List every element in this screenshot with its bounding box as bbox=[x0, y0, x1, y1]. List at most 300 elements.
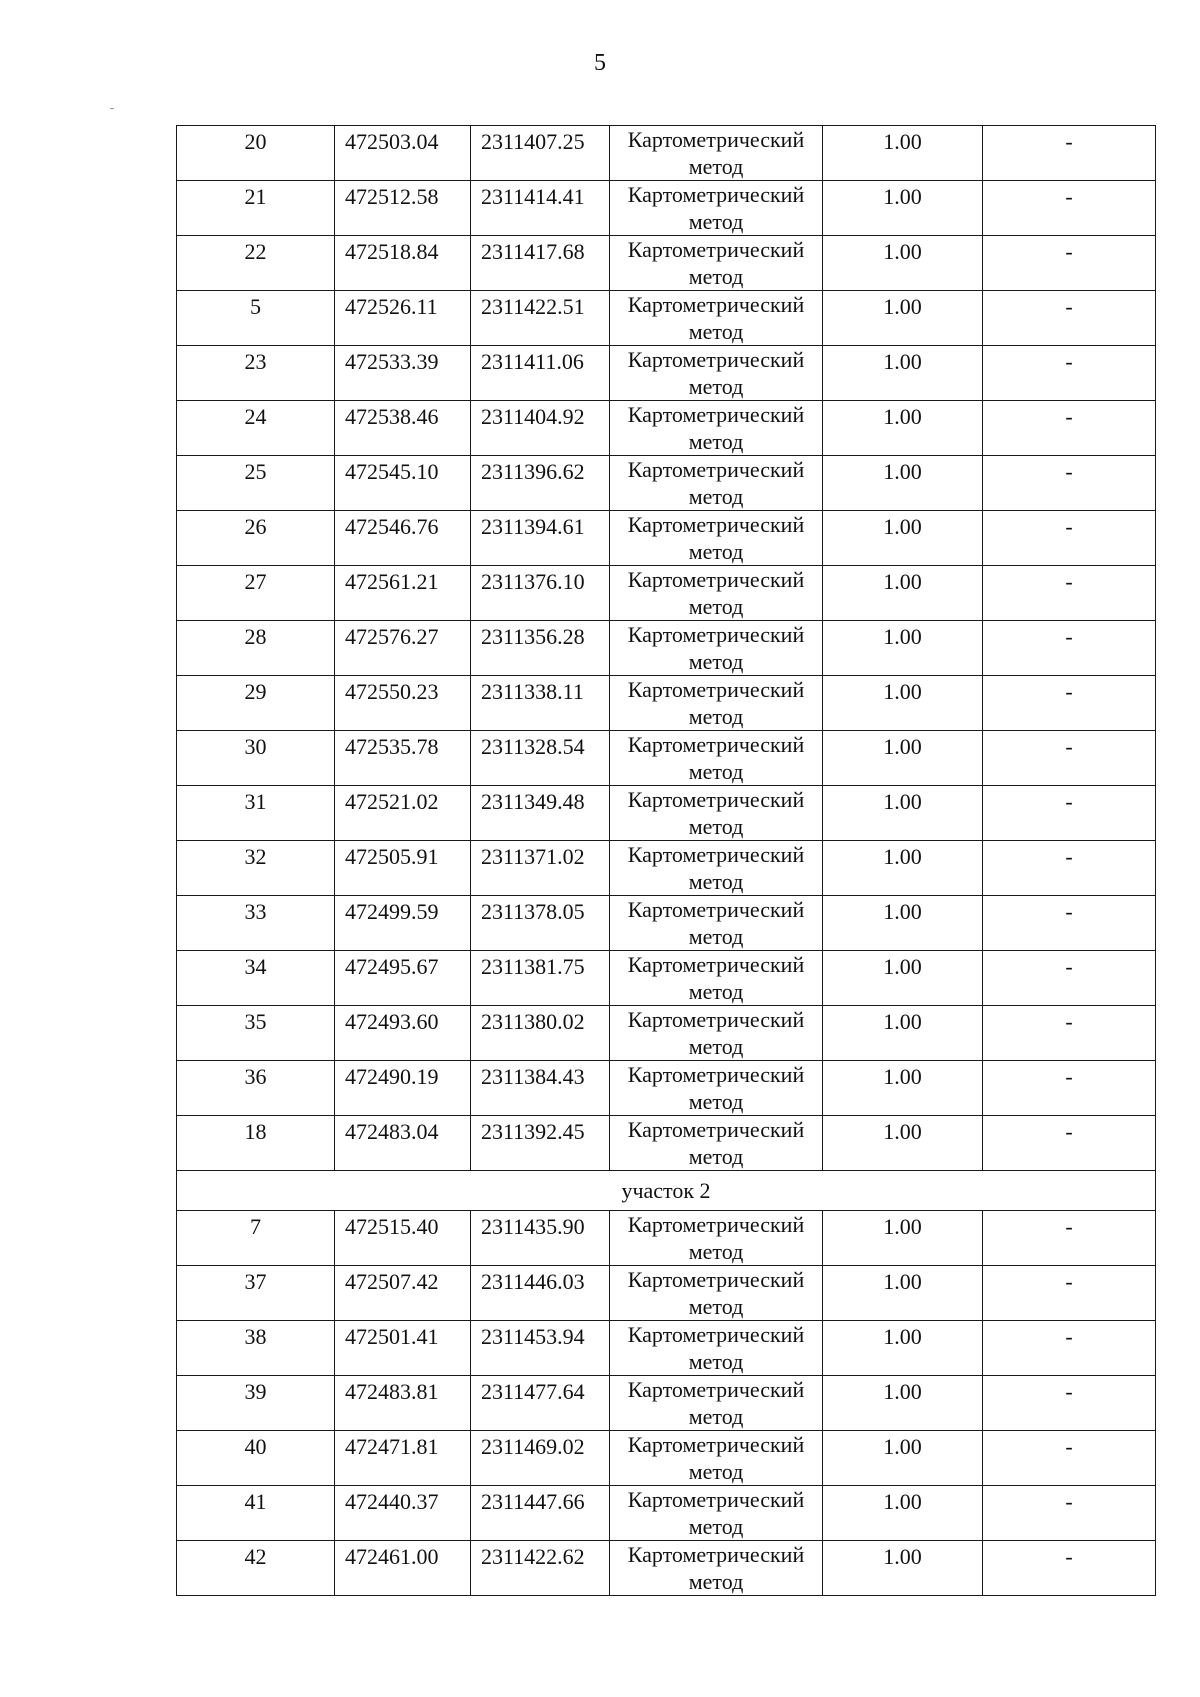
table-row bbox=[177, 1486, 1156, 1541]
note-cell-text: - bbox=[1065, 349, 1073, 374]
note-cell-text: - bbox=[1065, 1434, 1073, 1459]
method-line1: Картометрический bbox=[627, 1542, 805, 1567]
table-row bbox=[177, 1376, 1156, 1431]
y-coordinate-cell-text: 2311384.43 bbox=[481, 1064, 585, 1089]
accuracy-cell bbox=[823, 346, 983, 401]
method-line1: Картометрический bbox=[627, 732, 805, 757]
x-coordinate-cell bbox=[335, 896, 471, 951]
method-line2: метод bbox=[688, 649, 744, 674]
method-cell bbox=[610, 1061, 823, 1116]
accuracy-cell-text: 1.00 bbox=[883, 1489, 922, 1514]
note-cell bbox=[983, 511, 1156, 566]
point-number-cell-text: 26 bbox=[244, 514, 267, 539]
point-number-cell-text: 18 bbox=[244, 1119, 267, 1144]
method-line2: метод bbox=[688, 1514, 744, 1539]
point-number-cell bbox=[177, 1006, 335, 1061]
x-coordinate-cell bbox=[335, 1266, 471, 1321]
accuracy-cell-text: 1.00 bbox=[883, 789, 922, 814]
method-line2: метод bbox=[688, 1404, 744, 1429]
accuracy-cell bbox=[823, 291, 983, 346]
method-cell bbox=[610, 456, 823, 511]
note-cell bbox=[983, 1116, 1156, 1171]
note-cell bbox=[983, 346, 1156, 401]
table-row bbox=[177, 1116, 1156, 1171]
method-line1: Картометрический bbox=[627, 1322, 805, 1347]
note-cell-text: - bbox=[1065, 1489, 1073, 1514]
x-coordinate-cell-text: 472490.19 bbox=[345, 1064, 439, 1089]
method-line2: метод bbox=[688, 924, 744, 949]
point-number-cell-text: 31 bbox=[244, 789, 267, 814]
y-coordinate-cell-text: 2311380.02 bbox=[481, 1009, 585, 1034]
x-coordinate-cell-text: 472461.00 bbox=[345, 1544, 439, 1569]
method-line1: Картометрический bbox=[627, 347, 805, 372]
point-number-cell bbox=[177, 566, 335, 621]
x-coordinate-cell bbox=[335, 1006, 471, 1061]
x-coordinate-cell bbox=[335, 1116, 471, 1171]
x-coordinate-cell bbox=[335, 951, 471, 1006]
method-line1: Картометрический bbox=[627, 292, 805, 317]
y-coordinate-cell bbox=[471, 1006, 610, 1061]
point-number-cell bbox=[177, 401, 335, 456]
accuracy-cell-text: 1.00 bbox=[883, 1324, 922, 1349]
point-number-cell-text: 24 bbox=[244, 404, 267, 429]
method-cell bbox=[610, 511, 823, 566]
x-coordinate-cell bbox=[335, 841, 471, 896]
note-cell-text: - bbox=[1065, 679, 1073, 704]
accuracy-cell-text: 1.00 bbox=[883, 239, 922, 264]
x-coordinate-cell-text: 472501.41 bbox=[345, 1324, 439, 1349]
table-row bbox=[177, 896, 1156, 951]
method-line2: метод bbox=[688, 814, 744, 839]
accuracy-cell-text: 1.00 bbox=[883, 954, 922, 979]
point-number-cell-text: 27 bbox=[244, 569, 267, 594]
x-coordinate-cell-text: 472576.27 bbox=[345, 624, 439, 649]
note-cell-text: - bbox=[1065, 184, 1073, 209]
table-row bbox=[177, 1266, 1156, 1321]
point-number-cell bbox=[177, 511, 335, 566]
note-cell bbox=[983, 566, 1156, 621]
method-line2: метод bbox=[688, 1239, 744, 1264]
x-coordinate-cell bbox=[335, 346, 471, 401]
x-coordinate-cell bbox=[335, 181, 471, 236]
note-cell-text: - bbox=[1065, 954, 1073, 979]
point-number-cell-text: 33 bbox=[244, 899, 267, 924]
accuracy-cell bbox=[823, 1116, 983, 1171]
method-line1: Картометрический bbox=[627, 182, 805, 207]
x-coordinate-cell-text: 472518.84 bbox=[345, 239, 439, 264]
method-line1: Картометрический bbox=[627, 457, 805, 482]
table-row bbox=[177, 566, 1156, 621]
table-row bbox=[177, 126, 1156, 181]
accuracy-cell bbox=[823, 951, 983, 1006]
note-cell-text: - bbox=[1065, 734, 1073, 759]
x-coordinate-cell bbox=[335, 126, 471, 181]
table-row bbox=[177, 1211, 1156, 1266]
y-coordinate-cell bbox=[471, 291, 610, 346]
method-cell bbox=[610, 1321, 823, 1376]
accuracy-cell bbox=[823, 731, 983, 786]
accuracy-cell bbox=[823, 456, 983, 511]
note-cell bbox=[983, 1486, 1156, 1541]
section-label: участок 2 bbox=[177, 1171, 1156, 1211]
note-cell-text: - bbox=[1065, 569, 1073, 594]
note-cell-text: - bbox=[1065, 1379, 1073, 1404]
method-line2: метод bbox=[688, 154, 744, 179]
method-cell bbox=[610, 896, 823, 951]
point-number-cell bbox=[177, 841, 335, 896]
note-cell bbox=[983, 731, 1156, 786]
accuracy-cell bbox=[823, 181, 983, 236]
point-number-cell-text: 41 bbox=[244, 1489, 267, 1514]
point-number-cell bbox=[177, 731, 335, 786]
y-coordinate-cell-text: 2311381.75 bbox=[481, 954, 585, 979]
coordinates-table bbox=[176, 125, 1156, 1596]
point-number-cell-text: 22 bbox=[244, 239, 267, 264]
x-coordinate-cell-text: 472471.81 bbox=[345, 1434, 439, 1459]
x-coordinate-cell-text: 472483.04 bbox=[345, 1119, 439, 1144]
point-number-cell-text: 5 bbox=[250, 294, 261, 319]
method-line1: Картометрический bbox=[627, 1117, 805, 1142]
note-cell-text: - bbox=[1065, 239, 1073, 264]
scan-speck bbox=[110, 108, 114, 109]
point-number-cell bbox=[177, 786, 335, 841]
note-cell bbox=[983, 401, 1156, 456]
accuracy-cell-text: 1.00 bbox=[883, 184, 922, 209]
method-cell bbox=[610, 841, 823, 896]
method-line2: метод bbox=[688, 1144, 744, 1169]
note-cell bbox=[983, 181, 1156, 236]
table-row bbox=[177, 291, 1156, 346]
y-coordinate-cell bbox=[471, 1211, 610, 1266]
point-number-cell-text: 28 bbox=[244, 624, 267, 649]
note-cell-text: - bbox=[1065, 129, 1073, 154]
point-number-cell bbox=[177, 621, 335, 676]
x-coordinate-cell-text: 472546.76 bbox=[345, 514, 439, 539]
method-line2: метод bbox=[688, 759, 744, 784]
method-line1: Картометрический bbox=[627, 1487, 805, 1512]
method-cell bbox=[610, 566, 823, 621]
table-row bbox=[177, 1431, 1156, 1486]
x-coordinate-cell bbox=[335, 786, 471, 841]
x-coordinate-cell-text: 472521.02 bbox=[345, 789, 439, 814]
y-coordinate-cell-text: 2311338.11 bbox=[481, 679, 584, 704]
y-coordinate-cell-text: 2311404.92 bbox=[481, 404, 585, 429]
table-row bbox=[177, 401, 1156, 456]
accuracy-cell bbox=[823, 1486, 983, 1541]
note-cell bbox=[983, 621, 1156, 676]
point-number-cell bbox=[177, 181, 335, 236]
y-coordinate-cell bbox=[471, 1376, 610, 1431]
method-cell bbox=[610, 1486, 823, 1541]
method-line2: метод bbox=[688, 1034, 744, 1059]
y-coordinate-cell-text: 2311371.02 bbox=[481, 844, 585, 869]
accuracy-cell-text: 1.00 bbox=[883, 404, 922, 429]
point-number-cell bbox=[177, 951, 335, 1006]
y-coordinate-cell bbox=[471, 1116, 610, 1171]
y-coordinate-cell-text: 2311453.94 bbox=[481, 1324, 585, 1349]
x-coordinate-cell-text: 472493.60 bbox=[345, 1009, 439, 1034]
note-cell-text: - bbox=[1065, 404, 1073, 429]
y-coordinate-cell bbox=[471, 566, 610, 621]
note-cell bbox=[983, 1006, 1156, 1061]
method-line2: метод bbox=[688, 1089, 744, 1114]
page-number: 5 bbox=[594, 50, 606, 76]
method-cell bbox=[610, 1431, 823, 1486]
point-number-cell bbox=[177, 236, 335, 291]
method-line2: метод bbox=[688, 1569, 744, 1594]
note-cell bbox=[983, 236, 1156, 291]
note-cell-text: - bbox=[1065, 1324, 1073, 1349]
point-number-cell-text: 32 bbox=[244, 844, 267, 869]
table-row bbox=[177, 181, 1156, 236]
y-coordinate-cell bbox=[471, 1061, 610, 1116]
accuracy-cell-text: 1.00 bbox=[883, 624, 922, 649]
y-coordinate-cell bbox=[471, 511, 610, 566]
table-row bbox=[177, 786, 1156, 841]
note-cell bbox=[983, 786, 1156, 841]
section-row bbox=[177, 1171, 1156, 1211]
note-cell-text: - bbox=[1065, 789, 1073, 814]
x-coordinate-cell bbox=[335, 1061, 471, 1116]
accuracy-cell bbox=[823, 841, 983, 896]
accuracy-cell-text: 1.00 bbox=[883, 1269, 922, 1294]
point-number-cell-text: 20 bbox=[244, 129, 267, 154]
accuracy-cell bbox=[823, 236, 983, 291]
y-coordinate-cell bbox=[471, 676, 610, 731]
accuracy-cell bbox=[823, 896, 983, 951]
method-line2: метод bbox=[688, 979, 744, 1004]
table-row bbox=[177, 1541, 1156, 1596]
accuracy-cell-text: 1.00 bbox=[883, 459, 922, 484]
note-cell-text: - bbox=[1065, 1214, 1073, 1239]
y-coordinate-cell bbox=[471, 126, 610, 181]
x-coordinate-cell bbox=[335, 1541, 471, 1596]
point-number-cell bbox=[177, 456, 335, 511]
table-row bbox=[177, 731, 1156, 786]
note-cell bbox=[983, 676, 1156, 731]
x-coordinate-cell bbox=[335, 566, 471, 621]
method-line2: метод bbox=[688, 539, 744, 564]
y-coordinate-cell bbox=[471, 181, 610, 236]
table-row bbox=[177, 1321, 1156, 1376]
method-line2: метод bbox=[688, 484, 744, 509]
accuracy-cell-text: 1.00 bbox=[883, 1119, 922, 1144]
x-coordinate-cell bbox=[335, 1376, 471, 1431]
x-coordinate-cell bbox=[335, 291, 471, 346]
y-coordinate-cell bbox=[471, 456, 610, 511]
y-coordinate-cell-text: 2311411.06 bbox=[481, 349, 584, 374]
method-line2: метод bbox=[688, 869, 744, 894]
x-coordinate-cell-text: 472550.23 bbox=[345, 679, 439, 704]
note-cell-text: - bbox=[1065, 459, 1073, 484]
method-cell bbox=[610, 1376, 823, 1431]
method-line2: метод bbox=[688, 319, 744, 344]
x-coordinate-cell bbox=[335, 401, 471, 456]
note-cell-text: - bbox=[1065, 1269, 1073, 1294]
table-row bbox=[177, 456, 1156, 511]
point-number-cell bbox=[177, 1266, 335, 1321]
y-coordinate-cell-text: 2311477.64 bbox=[481, 1379, 585, 1404]
point-number-cell-text: 23 bbox=[244, 349, 267, 374]
accuracy-cell-text: 1.00 bbox=[883, 514, 922, 539]
method-line1: Картометрический bbox=[627, 512, 805, 537]
point-number-cell bbox=[177, 1486, 335, 1541]
x-coordinate-cell bbox=[335, 621, 471, 676]
method-line2: метод bbox=[688, 374, 744, 399]
table-row bbox=[177, 346, 1156, 401]
method-line2: метод bbox=[688, 264, 744, 289]
accuracy-cell bbox=[823, 401, 983, 456]
note-cell bbox=[983, 951, 1156, 1006]
table-row bbox=[177, 951, 1156, 1006]
y-coordinate-cell-text: 2311422.51 bbox=[481, 294, 585, 319]
point-number-cell bbox=[177, 1116, 335, 1171]
note-cell bbox=[983, 841, 1156, 896]
method-cell bbox=[610, 401, 823, 456]
y-coordinate-cell-text: 2311447.66 bbox=[481, 1489, 585, 1514]
point-number-cell-text: 25 bbox=[244, 459, 267, 484]
y-coordinate-cell-text: 2311392.45 bbox=[481, 1119, 585, 1144]
accuracy-cell bbox=[823, 566, 983, 621]
point-number-cell bbox=[177, 1541, 335, 1596]
accuracy-cell-text: 1.00 bbox=[883, 734, 922, 759]
note-cell-text: - bbox=[1065, 844, 1073, 869]
accuracy-cell-text: 1.00 bbox=[883, 1214, 922, 1239]
accuracy-cell bbox=[823, 126, 983, 181]
method-line1: Картометрический bbox=[627, 897, 805, 922]
y-coordinate-cell-text: 2311394.61 bbox=[481, 514, 585, 539]
y-coordinate-cell bbox=[471, 841, 610, 896]
method-line1: Картометрический bbox=[627, 952, 805, 977]
note-cell bbox=[983, 126, 1156, 181]
method-cell bbox=[610, 1266, 823, 1321]
method-line1: Картометрический bbox=[627, 567, 805, 592]
point-number-cell bbox=[177, 896, 335, 951]
y-coordinate-cell bbox=[471, 1486, 610, 1541]
y-coordinate-cell bbox=[471, 896, 610, 951]
note-cell-text: - bbox=[1065, 1064, 1073, 1089]
note-cell bbox=[983, 1061, 1156, 1116]
note-cell-text: - bbox=[1065, 294, 1073, 319]
table-row bbox=[177, 621, 1156, 676]
method-cell bbox=[610, 1006, 823, 1061]
accuracy-cell-text: 1.00 bbox=[883, 899, 922, 924]
method-line1: Картометрический bbox=[627, 1432, 805, 1457]
method-cell bbox=[610, 621, 823, 676]
note-cell-text: - bbox=[1065, 514, 1073, 539]
table-row bbox=[177, 676, 1156, 731]
accuracy-cell-text: 1.00 bbox=[883, 1544, 922, 1569]
y-coordinate-cell bbox=[471, 786, 610, 841]
note-cell bbox=[983, 1211, 1156, 1266]
point-number-cell bbox=[177, 1321, 335, 1376]
method-cell bbox=[610, 1541, 823, 1596]
x-coordinate-cell-text: 472440.37 bbox=[345, 1489, 439, 1514]
x-coordinate-cell bbox=[335, 1211, 471, 1266]
accuracy-cell bbox=[823, 1061, 983, 1116]
method-cell bbox=[610, 346, 823, 401]
note-cell-text: - bbox=[1065, 1119, 1073, 1144]
x-coordinate-cell bbox=[335, 731, 471, 786]
accuracy-cell-text: 1.00 bbox=[883, 1009, 922, 1034]
table-row bbox=[177, 511, 1156, 566]
y-coordinate-cell-text: 2311376.10 bbox=[481, 569, 585, 594]
x-coordinate-cell bbox=[335, 676, 471, 731]
method-line2: метод bbox=[688, 209, 744, 234]
point-number-cell bbox=[177, 346, 335, 401]
y-coordinate-cell-text: 2311328.54 bbox=[481, 734, 585, 759]
note-cell bbox=[983, 1321, 1156, 1376]
y-coordinate-cell-text: 2311407.25 bbox=[481, 129, 585, 154]
x-coordinate-cell bbox=[335, 456, 471, 511]
method-line1: Картометрический bbox=[627, 1007, 805, 1032]
note-cell bbox=[983, 291, 1156, 346]
note-cell bbox=[983, 456, 1156, 511]
method-line1: Картометрический bbox=[627, 402, 805, 427]
method-line2: метод bbox=[688, 1459, 744, 1484]
method-cell bbox=[610, 1211, 823, 1266]
accuracy-cell bbox=[823, 621, 983, 676]
x-coordinate-cell-text: 472495.67 bbox=[345, 954, 439, 979]
method-line1: Картометрический bbox=[627, 127, 805, 152]
accuracy-cell-text: 1.00 bbox=[883, 129, 922, 154]
method-line1: Картометрический bbox=[627, 622, 805, 647]
method-line2: метод bbox=[688, 429, 744, 454]
point-number-cell-text: 40 bbox=[244, 1434, 267, 1459]
accuracy-cell-text: 1.00 bbox=[883, 1434, 922, 1459]
method-line1: Картометрический bbox=[627, 237, 805, 262]
point-number-cell bbox=[177, 291, 335, 346]
method-cell bbox=[610, 731, 823, 786]
point-number-cell-text: 21 bbox=[244, 184, 267, 209]
table-row bbox=[177, 841, 1156, 896]
y-coordinate-cell bbox=[471, 1431, 610, 1486]
method-line1: Картометрический bbox=[627, 677, 805, 702]
method-cell bbox=[610, 951, 823, 1006]
note-cell-text: - bbox=[1065, 624, 1073, 649]
y-coordinate-cell bbox=[471, 951, 610, 1006]
y-coordinate-cell-text: 2311435.90 bbox=[481, 1214, 585, 1239]
point-number-cell-text: 29 bbox=[244, 679, 267, 704]
y-coordinate-cell-text: 2311469.02 bbox=[481, 1434, 585, 1459]
x-coordinate-cell-text: 472538.46 bbox=[345, 404, 439, 429]
method-line2: метод bbox=[688, 594, 744, 619]
point-number-cell bbox=[177, 1376, 335, 1431]
y-coordinate-cell bbox=[471, 621, 610, 676]
y-coordinate-cell-text: 2311414.41 bbox=[481, 184, 585, 209]
point-number-cell-text: 38 bbox=[244, 1324, 267, 1349]
table-row bbox=[177, 1061, 1156, 1116]
accuracy-cell-text: 1.00 bbox=[883, 1064, 922, 1089]
x-coordinate-cell-text: 472515.40 bbox=[345, 1214, 439, 1239]
method-cell bbox=[610, 1116, 823, 1171]
y-coordinate-cell-text: 2311446.03 bbox=[481, 1269, 585, 1294]
accuracy-cell bbox=[823, 511, 983, 566]
x-coordinate-cell-text: 472507.42 bbox=[345, 1269, 439, 1294]
point-number-cell-text: 39 bbox=[244, 1379, 267, 1404]
method-line1: Картометрический bbox=[627, 842, 805, 867]
y-coordinate-cell-text: 2311417.68 bbox=[481, 239, 585, 264]
y-coordinate-cell-text: 2311422.62 bbox=[481, 1544, 585, 1569]
x-coordinate-cell-text: 472499.59 bbox=[345, 899, 439, 924]
method-line1: Картометрический bbox=[627, 1267, 805, 1292]
x-coordinate-cell-text: 472505.91 bbox=[345, 844, 439, 869]
x-coordinate-cell bbox=[335, 1431, 471, 1486]
method-cell bbox=[610, 236, 823, 291]
x-coordinate-cell bbox=[335, 511, 471, 566]
method-cell bbox=[610, 676, 823, 731]
table-row bbox=[177, 236, 1156, 291]
